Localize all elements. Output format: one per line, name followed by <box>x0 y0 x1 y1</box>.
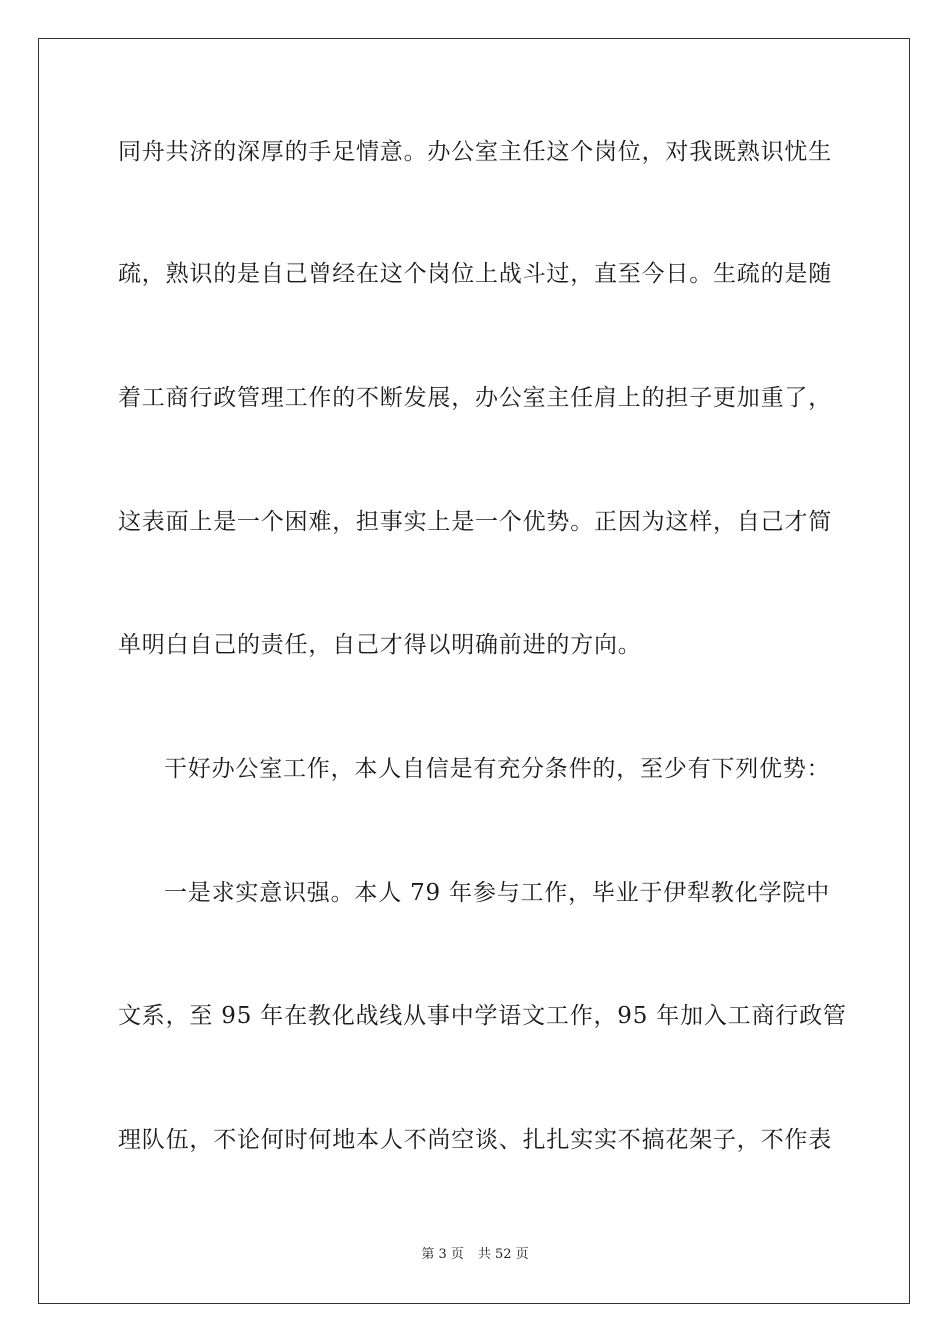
text-line: 单明白自己的责任，自己才得以明确前进的方向。 <box>118 632 642 658</box>
page-total: 共 52 页 <box>477 1247 529 1262</box>
page-footer <box>0 1246 950 1264</box>
page-border <box>38 38 910 1304</box>
paragraph-first-line: 干好办公室工作，本人自信是有充分条件的，至少有下列优势： <box>164 756 831 782</box>
text-line: 文系，至 95 年在教化战线从事中学语文工作，95 年加入工商行政管 <box>118 1003 847 1029</box>
text-line: 这表面上是一个困难，担事实上是一个优势。正因为这样，自己才简 <box>118 509 832 535</box>
paragraph-first-line: 一是求实意识强。本人 79 年参与工作，毕业于伊犁教化学院中 <box>164 880 830 906</box>
page-number: 第 3 页 <box>421 1247 464 1262</box>
text-line: 理队伍，不论何时何地本人不尚空谈、扎扎实实不搞花架子，不作表 <box>118 1127 832 1153</box>
text-line: 着工商行政管理工作的不断发展，办公室主任肩上的担子更加重了， <box>118 385 832 411</box>
text-line: 疏，熟识的是自己曾经在这个岗位上战斗过，直至今日。生疏的是随 <box>118 261 832 287</box>
text-line: 同舟共济的深厚的手足情意。办公室主任这个岗位，对我既熟识忧生 <box>118 139 832 165</box>
